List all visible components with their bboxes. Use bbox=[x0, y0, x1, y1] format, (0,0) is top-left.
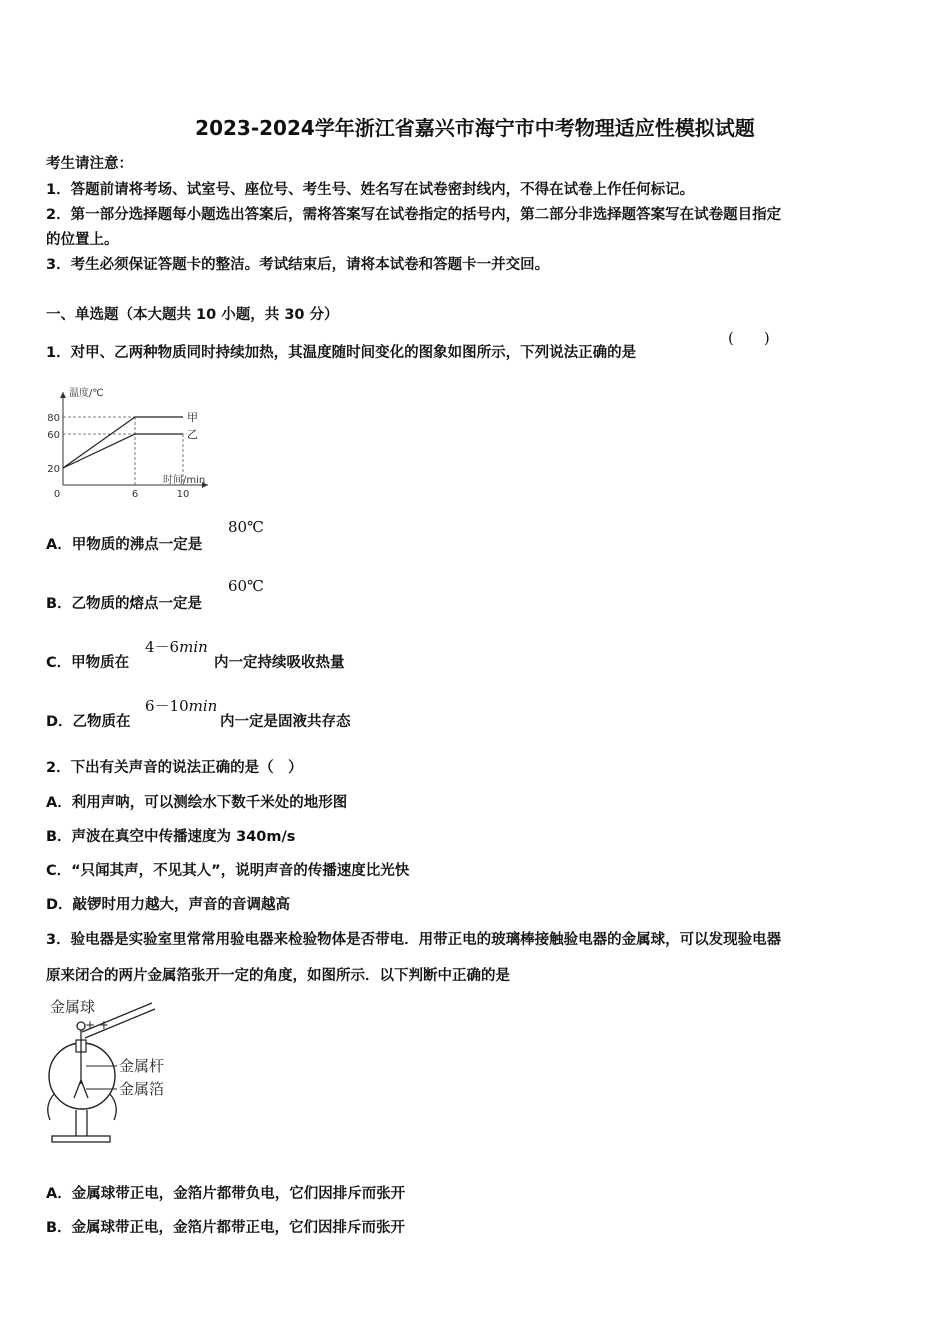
question-3-stem: 3．验电器是实验室里常常用验电器来检验物体是否带电．用带正电的玻璃棒接触验电器的金属球，可以发现验电器 bbox=[46, 932, 782, 948]
notice-heading: 考生请注意： bbox=[46, 156, 133, 172]
series-label: 乙 bbox=[187, 428, 198, 441]
option-1d-rest: 内一定是固液共存态 bbox=[220, 714, 351, 730]
page-title: 2023-2024学年浙江省嘉兴市海宁市中考物理适应性模拟试题 bbox=[195, 116, 755, 140]
notice-item: 的位置上。 bbox=[46, 232, 119, 248]
temperature-time-chart bbox=[40, 380, 220, 500]
option-3a: A．金属球带正电，金箔片都带负电，它们因排斥而张开 bbox=[46, 1186, 406, 1202]
answer-bracket: ( ) bbox=[728, 329, 770, 347]
option-1d: D．乙物质在 bbox=[46, 714, 131, 730]
option-1d-range bbox=[145, 695, 217, 716]
charge-marks: + + bbox=[85, 1018, 109, 1032]
series-line-2 bbox=[63, 434, 183, 468]
x-tick-label: 10 bbox=[176, 489, 190, 500]
notice-item: 1．答题前请将考场、试室号、座位号、考生号、姓名写在试卷密封线内，不得在试卷上作任何标记。 bbox=[46, 182, 695, 198]
x-tick-label: 6 bbox=[131, 489, 139, 500]
option-1c-unit: min bbox=[179, 638, 208, 656]
option-2b: B．声波在真空中传播速度为 340m/s bbox=[46, 829, 296, 845]
option-1a: A．甲物质的沸点一定是 bbox=[46, 537, 203, 553]
option-1c: C．甲物质在 bbox=[46, 655, 130, 671]
series-label: 甲 bbox=[187, 411, 198, 424]
option-1c-rest: 内一定持续吸收热量 bbox=[214, 655, 345, 671]
question-1-stem: 1．对甲、乙两种物质同时持续加热，其温度随时间变化的图象如图所示，下列说法正确的是 bbox=[46, 345, 637, 361]
option-2a: A．利用声呐，可以测绘水下数千米处的地形图 bbox=[46, 795, 348, 811]
option-3b: B．金属球带正电，金箔片都带正电，它们因排斥而张开 bbox=[46, 1220, 406, 1236]
metal-ball-icon bbox=[77, 1022, 85, 1030]
stand-base bbox=[52, 1136, 110, 1142]
series-line-1 bbox=[63, 417, 183, 468]
option-2d: D．敲锣时用力越大，声音的音调越高 bbox=[46, 897, 291, 913]
option-1b-value: 60℃ bbox=[228, 577, 264, 595]
x-axis-label: 时间/min bbox=[163, 475, 206, 486]
electroscope-figure bbox=[40, 994, 190, 1154]
option-1c-num: 4－6 bbox=[145, 638, 180, 656]
label-metal-foil: 金属箔 bbox=[119, 1080, 165, 1098]
notice-item: 2．第一部分选择题每小题选出答案后，需将答案写在试卷指定的括号内，第二部分非选择题答案写在试卷题目指定 bbox=[46, 207, 782, 223]
y-tick-label: 20 bbox=[47, 464, 60, 475]
y-tick-label: 60 bbox=[47, 430, 60, 441]
question-2-stem: 2．下出有关声音的说法正确的是（ ） bbox=[46, 760, 303, 776]
option-2c: C．“只闻其声，不见其人”，说明声音的传播速度比光快 bbox=[46, 863, 410, 879]
question-3-stem-cont: 原来闭合的两片金属箔张开一定的角度，如图所示．以下判断中正确的是 bbox=[46, 968, 510, 984]
x-tick-label: 0 bbox=[53, 489, 61, 500]
y-axis-arrow bbox=[60, 392, 66, 398]
y-axis-label: 温度/℃ bbox=[69, 388, 104, 399]
option-1a-value: 80℃ bbox=[228, 518, 264, 536]
option-1c-range bbox=[145, 636, 208, 657]
section-heading: 一、单选题（本大题共 10 小题，共 30 分） bbox=[46, 307, 339, 323]
y-tick-label: 80 bbox=[47, 413, 60, 424]
option-1b: B．乙物质的熔点一定是 bbox=[46, 596, 203, 612]
option-1d-unit: min bbox=[188, 697, 218, 715]
option-1d-num: 6－10 bbox=[145, 697, 189, 715]
notice-item: 3．考生必须保证答题卡的整洁。考试结束后，请将本试卷和答题卡一并交回。 bbox=[46, 257, 550, 273]
electroscope-jar bbox=[49, 1043, 115, 1109]
metal-foil bbox=[74, 1080, 81, 1098]
label-metal-rod: 金属杆 bbox=[119, 1057, 165, 1075]
label-metal-ball: 金属球 bbox=[50, 998, 96, 1016]
